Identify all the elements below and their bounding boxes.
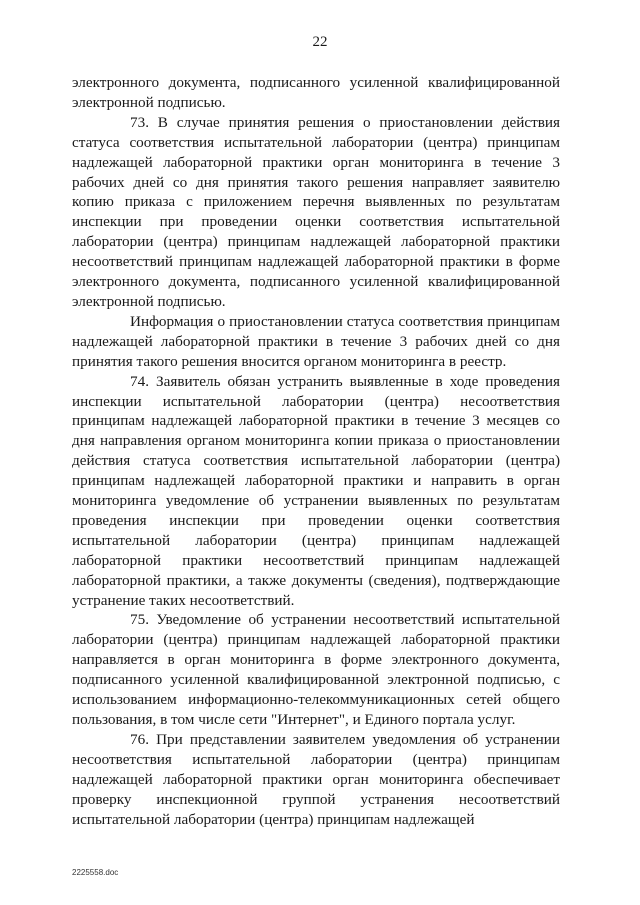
paragraph-clause-76: 76. При представлении заявителем уведомления об устранении несоответствия испытательной лаборатории (центра) принципам надлежащей лабораторной практики орган мониторинга обеспечивает проверку инспекционной группой устранения несоответствий испытательной лаборатории (центра) принципам надлежащей <box>72 730 560 828</box>
paragraph-clause-73: 73. В случае принятия решения о приостановлении действия статуса соответствия испытательной лаборатории (центра) принципам надлежащей лабораторной практики орган мониторинга в течение 3 рабочих дней со дня принятия такого решения направляет заявителю копию приказа с приложением перечня выявленных по результатам инспекции при проведении оценки соответствия испытательной лаборатории (центра) принципам надлежащей лабораторной практики несоответствий принципам надлежащей лабораторной практики в форме электронного документа, подписанного усиленной квалифицированной электронной подписью. <box>72 113 560 310</box>
paragraph-clause-75: 75. Уведомление об устранении несоответствий испытательной лаборатории (центра) принципам надлежащей лабораторной практики направляется в орган мониторинга в форме электронного документа, подписанного усиленной квалифицированной электронной подписью, с использованием информационно-телекоммуникационных сетей общего пользования, в том числе сети "Интернет", и Единого портала услуг. <box>72 611 560 728</box>
document-footer-code: 2225558.doc <box>72 868 119 877</box>
paragraph-continuation: электронного документа, подписанного усиленной квалифицированной электронной подписью. <box>72 74 560 111</box>
paragraph-suspension-info: Информация о приостановлении статуса соответствия принципам надлежащей лабораторной практики в течение 3 рабочих дней со дня принятия такого решения вносится органом мониторинга в реестр. <box>72 312 560 370</box>
paragraph-clause-74: 74. Заявитель обязан устранить выявленные в ходе проведения инспекции испытательной лаборатории (центра) несоответствия принципам надлежащей лабораторной практики в течение 3 месяцев со дня направления органом мониторинга копии приказа о приостановлении действия статуса соответствия испытательной лаборатории (центра) принципам надлежащей лабораторной практики и направить в орган мониторинга уведомление об устранении выявленных по результатам проведения инспекции при проведении оценки соответствия испытательной лаборатории (центра) принципам надлежащей лабораторной практики несоответствий принципам надлежащей лабораторной практики, а также документы (сведения), подтверждающие устранение таких несоответствий. <box>72 372 560 609</box>
document-body <box>72 73 560 829</box>
page-number: 22 <box>312 34 328 50</box>
